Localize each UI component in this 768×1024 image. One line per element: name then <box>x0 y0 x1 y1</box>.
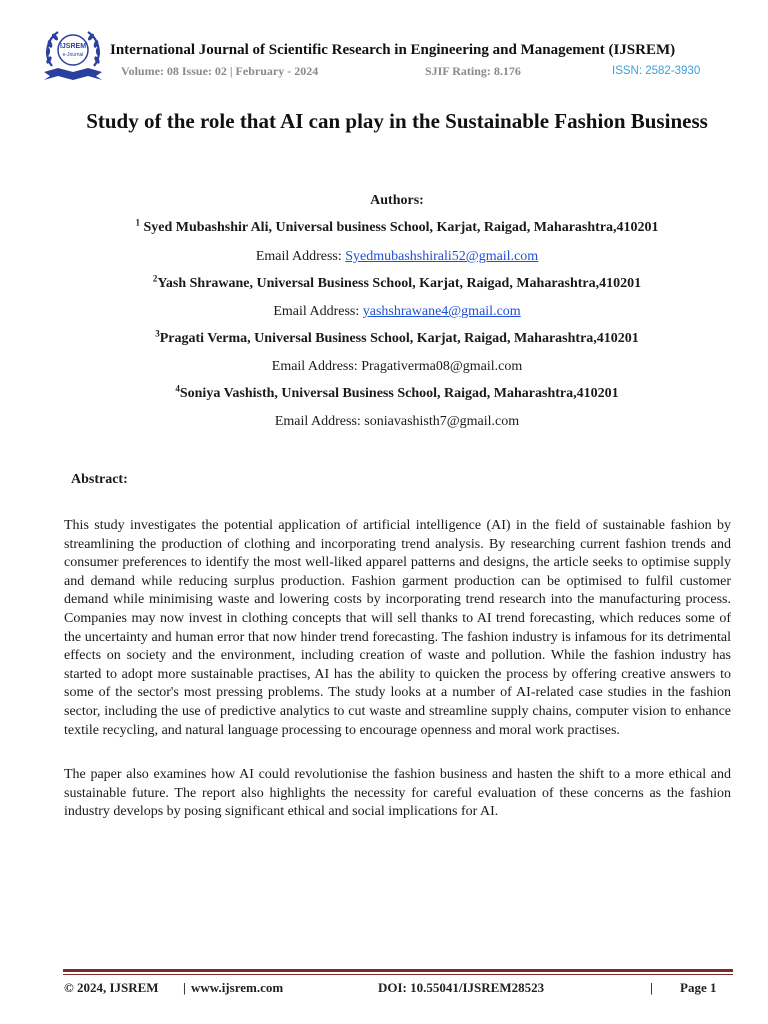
abstract-paragraph-2: The paper also examines how AI could revolutionise the fashion business and hasten the shift to a more ethical and sustainable future. The report also highlights the necessity for careful evaluation of these concerns as the fashion industry develops by posing significant ethical and social implications for AI. <box>64 767 731 820</box>
author-3-email: Pragativerma08@gmail.com <box>361 359 523 374</box>
footer-website-link[interactable]: www.ijsrem.com <box>191 980 284 995</box>
laurel-logo-icon <box>40 26 106 84</box>
author-3-name: Pragati Verma, Universal Business School, Karjat, Raigad, Maharashtra,410201 <box>159 331 639 346</box>
footer-page-number: Page 1 <box>680 980 717 995</box>
issn: ISSN: 2582-3930 <box>612 65 701 77</box>
author-3-email-prefix: Email Address: <box>271 359 362 374</box>
author-1-name: Syed Mubashshir Ali, Universal business School, Karjat, Raigad, Maharashtra,410201 <box>139 220 659 235</box>
author-3 <box>40 328 754 347</box>
footer-separator-2: | <box>650 980 653 995</box>
author-2-number: 2 <box>152 273 158 284</box>
author-2-name: Yash Shrawane, Universal Business School, Karjat, Raigad, Maharashtra,410201 <box>157 276 642 291</box>
author-1-email-prefix: Email Address: <box>255 249 346 264</box>
logo-text-bottom: e-Journal <box>62 52 84 58</box>
author-2 <box>40 273 754 292</box>
abstract-heading: Abstract: <box>71 472 128 487</box>
author-1-email-link[interactable]: Syedmubashshirali52@gmail.com <box>345 249 539 264</box>
author-4-name: Soniya Vashisth, Universal Business School, Raigad, Maharashtra,410201 <box>179 386 619 401</box>
footer-rule <box>63 969 733 972</box>
authors-label: Authors: <box>370 193 424 208</box>
footer-rule-thin <box>63 974 733 975</box>
author-1 <box>40 217 754 236</box>
logo-text-top: IJSREM <box>59 43 87 50</box>
footer-separator-1: | <box>183 980 186 995</box>
author-1-email-line <box>40 249 754 265</box>
author-4-email-prefix: Email Address: <box>274 414 365 429</box>
sjif-rating: SJIF Rating: 8.176 <box>425 64 521 78</box>
author-3-email-line <box>40 359 754 375</box>
paper-title: Study of the role that AI can play in the Sustainable Fashion Business <box>86 109 708 133</box>
author-4-email-line <box>40 414 754 430</box>
volume-info: Volume: 08 Issue: 02 | February - 2024 <box>121 64 319 78</box>
author-2-email-prefix: Email Address: <box>273 304 363 319</box>
author-2-email-line <box>40 304 754 320</box>
footer-copyright: © 2024, IJSREM <box>64 980 159 995</box>
author-4-number: 4 <box>175 383 180 394</box>
journal-title: International Journal of Scientific Research in Engineering and Management (IJSREM) <box>110 42 676 58</box>
author-4 <box>40 383 754 402</box>
journal-logo <box>40 26 106 84</box>
author-3-number: 3 <box>155 328 160 339</box>
abstract-paragraph-1: This study investigates the potential application of artificial intelligence (AI) in the field of sustainable fashion by streamlining the production of clothing and incorporating trend analysis. By researching current fashion trends and consumer preferences to identify the most well-liked apparel patterns and designs, the article seeks to optimise supply and demand while reducing surplus production. Fashion garment production can be optimised to fulfil customer demand while minimising waste and lowering costs by incorporating trend research into the manufacturing process. Companies may now invest in clothing concepts that will sell thanks to AI trend forecasting, which reduces some of the uncertainty and human error that now hinder trend forecasting. The fashion industry is infamous for its detrimental effects on society and the environment, including creation of waste and pollution. While the fashion industry has started to adopt more sustainable practises, AI has the ability to quicken the process by offering creative answers to some of the sector's most pressing problems. The study looks at a number of AI-related case studies in the fashion sector, including the use of predictive analytics to cut waste and streamline supply chains, computer vision to enhance textile recycling, and natural language processing to encourage openness and moral work practises. <box>64 518 731 738</box>
author-1-number: 1 <box>135 217 140 228</box>
footer-doi: DOI: 10.55041/IJSREM28523 <box>378 980 545 995</box>
author-4-email: soniavashisth7@gmail.com <box>364 414 520 429</box>
author-2-email-link[interactable]: yashshrawane4@gmail.com <box>362 304 521 319</box>
